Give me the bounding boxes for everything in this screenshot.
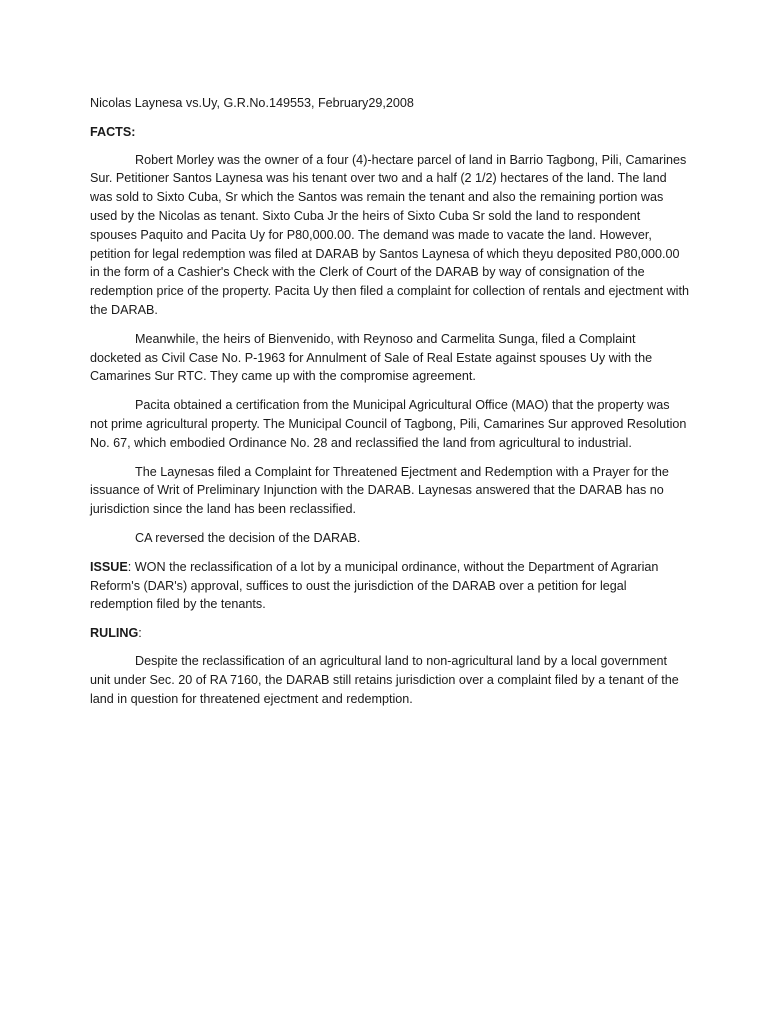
case-title: Nicolas Laynesa vs.Uy, G.R.No.149553, February29,2008 <box>90 96 414 110</box>
issue-text: : WON the reclassification of a lot by a municipal ordinance, without the Department of Agrarian Reform's (DAR's) approval, suffices to oust the jurisdiction of the DARAB over a petition for legal redemption filed by the tenants. <box>90 559 659 612</box>
facts-heading: FACTS: <box>90 124 136 139</box>
ruling-colon: : <box>138 626 142 641</box>
document-body <box>90 94 690 718</box>
facts-paragraph-3: Pacita obtained a certification from the Municipal Agricultural Office (MAO) that the property was not prime agricultural property. The Municipal Council of Tagbong, Pili, Camarines Sur approved Resolution No. 67, which embodied Ordinance No. 28 and reclassified the land from agricultural to industrial. <box>90 398 687 450</box>
facts-paragraph-2: Meanwhile, the heirs of Bienvenido, with Reynoso and Carmelita Sunga, filed a Complaint docketed as Civil Case No. P-1963 for Annulment of Sale of Real Estate against spouses Uy with the Camarines Sur RTC. They came up with the compromise agreement. <box>90 331 653 384</box>
issue-section <box>90 558 690 614</box>
facts-paragraph-5: CA reversed the decision of the DARAB. <box>135 530 361 545</box>
ruling-heading <box>90 624 690 643</box>
issue-label: ISSUE <box>90 559 128 574</box>
ruling-paragraph: Despite the reclassification of an agricultural land to non-agricultural land by a local government unit under Sec. 20 of RA 7160, the DARAB still retains jurisdiction over a complaint filed by a tenant of the land in question for threatened ejectment and redemption. <box>90 653 679 706</box>
facts-paragraph-1: Robert Morley was the owner of a four (4)-hectare parcel of land in Barrio Tagbong, Pili, Camarines Sur. Petitioner Santos Laynesa was his tenant over two and a half (2 1/2) hectares of the land. The land was sold to Sixto Cuba, Sr which the Santos was remain the tenant and also the remaining portion was used by the Nicolas as tenant. Sixto Cuba Jr the heirs of Sixto Cuba Sr sold the land to respondent spouses Paquito and Pacita Uy for P80,000.00. The demand was made to vacate the land. However, petition for legal redemption was filed at DARAB by Santos Laynesa of which theyu deposited P80,000.00 in the form of a Cashier's Check with the Clerk of Court of the DARAB by way of consignation of the redemption price of the property. Pacita Uy then filed a complaint for collection of rentals and ejectment with the DARAB. <box>90 152 689 317</box>
facts-paragraph-4: The Laynesas filed a Complaint for Threatened Ejectment and Redemption with a Prayer for the issuance of Writ of Preliminary Injunction with the DARAB. Laynesas answered that the DARAB has no jurisdiction since the land has been reclassified. <box>90 464 669 517</box>
ruling-label: RULING <box>90 626 139 641</box>
